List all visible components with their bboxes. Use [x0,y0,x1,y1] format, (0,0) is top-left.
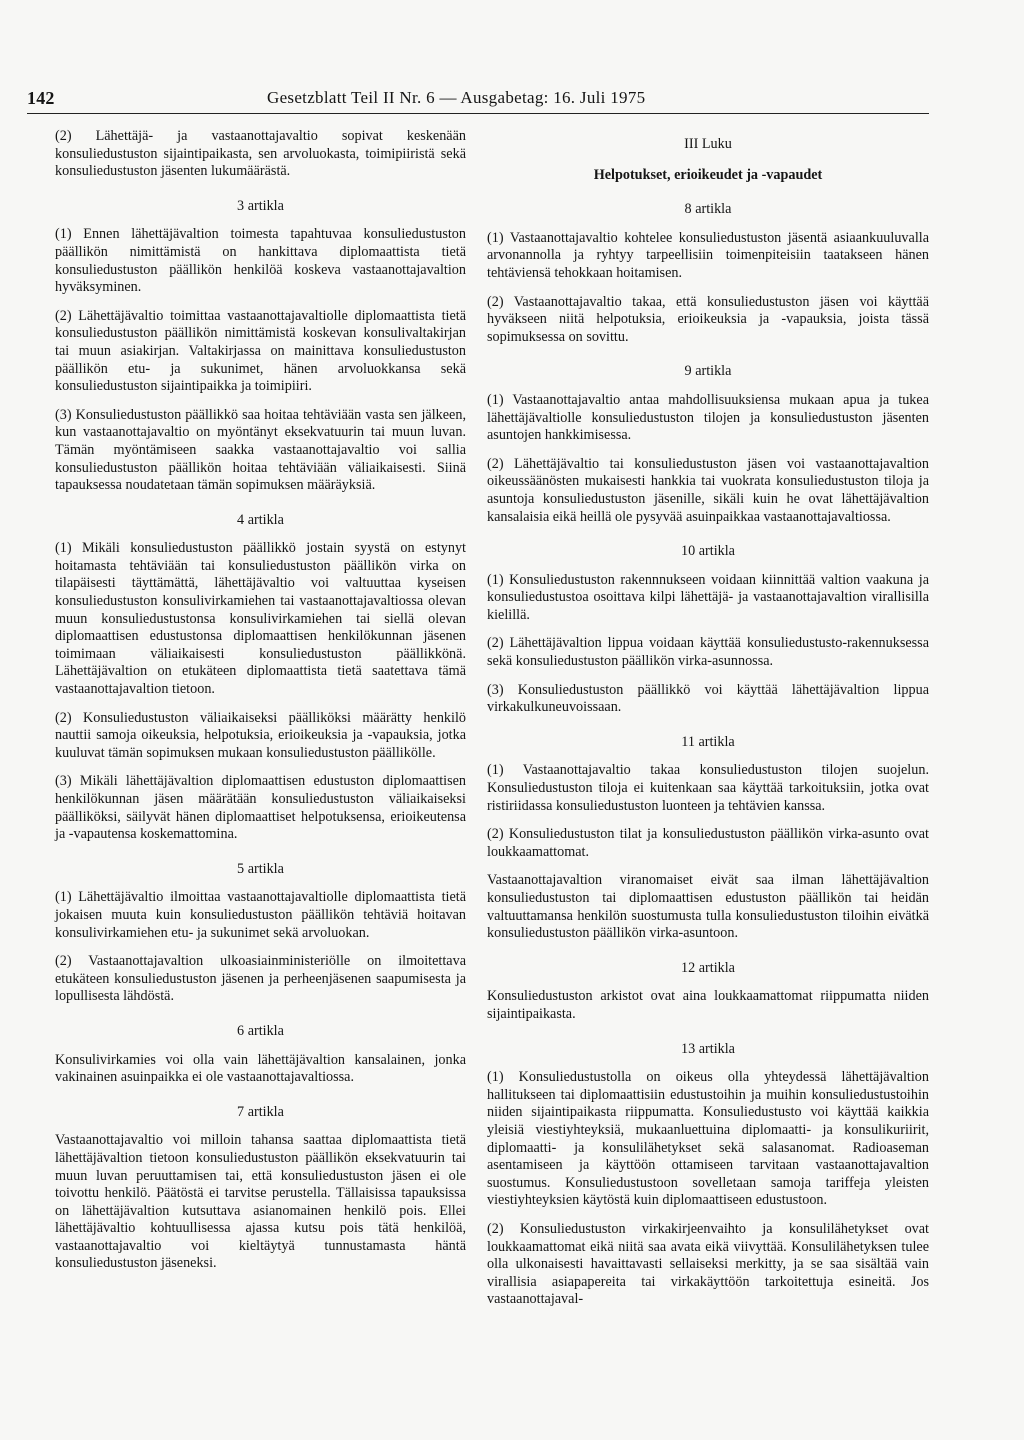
paragraph: (2) Lähettäjävaltio toimittaa vastaanottajavaltiolle diplomaattista tietä konsuliedustuston päällikön nimittämistä koskevan konsulivaltakirjan tai muun asiakirjan. Valtakirjassa on mainittava konsuliedustuston päällikön etu- ja sukunimet, hänen arvoluokkansa sekä konsuliedustuston sijaintipaikka ja toimipiiri. [55,307,466,395]
paragraph: (1) Vastaanottajavaltio antaa mahdollisuuksiensa mukaan apua ja tukea lähettäjävaltiolle konsuliedustuston tilojen ja konsuliedustuston jäsenten asuntojen hankkimisessa. [487,391,929,444]
paragraph: (1) Lähettäjävaltio ilmoittaa vastaanottajavaltiolle diplomaattista tietä jokaisen muuta kuin konsuliedustuston päällikön tehtäviä hoitavan konsulivirkamiehen etu- ja sukunimet sekä arvoluokan. [55,889,466,941]
page-number: 142 [27,88,55,108]
article-heading: 6 artikla [237,1022,284,1039]
article-heading: 9 artikla [684,363,732,380]
paragraph: (2) Konsuliedustuston väliaikaiseksi päälliköksi määrätty henkilö nauttii samoja oikeuksia, helpotuksia, erioikeuksia ja -vapauksia, jotka kuuluvat tämän sopimuksen mukaan konsuliedustuston päällikölle. [55,709,466,761]
paragraph: Vastaanottajavaltio voi milloin tahansa saattaa diplomaattista tietä lähettäjävaltion tietoon konsuliedustuston päällikön eksekvatuurin tai muun luvan peruuttamisen tai, että konsuliedustuston jäsen ei ole toivottu henkilö. Päätöstä ei tarvitse perustella. Tällaisissa tapauksissa on lähettäjävaltion kutsuttava asianomainen henkilö pois. Ellei lähettäjävaltio kohtuullisessa ajassa kutsu pois tätä henkilöä, vastaanottajavaltio voi kieltäytyä tunnustamasta häntä konsuliedustuston jäseneksi. [55,1132,466,1272]
paragraph: (1) Ennen lähettäjävaltion toimesta tapahtuvaa konsuliedustuston päällikön nimittämistä on hankittava diplomaattista tietä konsuliedustuston päällikön henkilöä koskeva vastaanottajavaltion hyväksyminen. [55,226,466,296]
article-heading: 4 artikla [237,511,284,528]
right-column [487,128,929,1320]
chapter-title: III Luku [684,136,732,152]
paragraph: (1) Vastaanottajavaltio takaa konsuliedustuston tilojen suojelun. Konsuliedustuston tiloja ei kuitenkaan saa käyttää tarkoituksiin, jotka ovat ristiriidassa konsuliedustuston luonteen ja tehtävien kanssa. [487,762,929,814]
page-header [27,88,929,114]
paragraph: Konsulivirkamies voi olla vain lähettäjävaltion kansalainen, jonka vakinainen asuinpaikka ei ole vastaanottajavaltiossa. [55,1051,466,1086]
article-heading: 10 artikla [681,543,735,560]
paragraph: Konsuliedustuston arkistot ovat aina loukkaamattomat riippumatta niiden sijaintipaikasta. [487,988,929,1022]
paragraph: (2) Lähettäjävaltion lippua voidaan käyttää konsuliedustusto-rakennuksessa sekä konsuliedustuston päällikön virka-asunnossa. [487,635,929,670]
article-heading: 12 artikla [681,959,735,976]
paragraph: (3) Konsuliedustuston päällikkö voi käyttää lähettäjävaltion lippua virkakulkuneuvoissaan. [487,681,929,716]
paragraph: (1) Konsuliedustuston rakennnukseen voidaan kiinnittää valtion vaakuna ja konsuliedustustoa osoittava kilpi lähettäjä- ja vastaanottajavaltion virallisilla kielillä. [487,571,929,623]
paragraph: (1) Vastaanottajavaltio kohtelee konsuliedustuston jäsentä asiaankuuluvalla arvonannolla ja ryhtyy tarpeellisiin toimenpiteisiin taatakseen hänen tehtäviensä tehokkaan hoitamisen. [487,229,929,281]
paragraph: (2) Konsuliedustuston tilat ja konsuliedustuston päällikön virka-asunto ovat loukkaamattomat. [487,826,929,860]
article-heading: 5 artikla [237,860,284,877]
paragraph: (3) Konsuliedustuston päällikkö saa hoitaa tehtäviään vasta sen jälkeen, kun vastaanottajavaltio on myöntänyt eksekvatuurin tai muun luvan. Tämän myöntämiseen saakka vastaanottajavaltio voi sallia konsuliedustuston päällikön hoitaa tehtäviään väliaikaisesti. Siinä tapauksessa noudatetaan tämän sopimuksen määräyksiä. [55,406,466,494]
left-column [55,128,466,1284]
paragraph: (1) Konsuliedustustolla on oikeus olla yhteydessä lähettäjävaltion hallitukseen tai diplomaattisiin edustustoihin ja muihin konsuliedustustoihin niiden sijaintipaikasta riippumatta. Konsuliedustusto voi käyttää kaikkia yleisiä viestiyhteyksiä, mukaanluettuina diplomaatti- ja konsulikuriirit, diplomaatti- ja konsulilähetykset sekä salasanomat. Radioaseman asentamiseen ja käyttöön ottamiseen tarvitaan vastaanottajavaltion suostumus. Konsuliedustustoon sovelletaan samoja tariffeja yleisten viestiyhteyksien käytöstä kuin diplomaattiseen edustustoon. [487,1069,929,1209]
paragraph: (2) Konsuliedustuston virkakirjeenvaihto ja konsulilähetykset ovat loukkaamattomat eikä niitä saa avata eikä viivyttää. Konsulilähetyksen tulee olla ulkonaisesti havaittavasti sellaiseksi merkitty, ja se saa sisältää vain virallisia asiapapereita tai virkakäyttöön tarkoitettuja esineitä. Jos vastaanottajaval- [487,1220,929,1308]
paragraph: (1) Mikäli konsuliedustuston päällikkö jostain syystä on estynyt hoitamasta tehtäviään tai konsuliedustuston päällikön virka on tilapäisesti täyttämättä, lähettäjävaltio voi valtuuttaa kyseisen konsuliedustuston konsulivirkamiehen tai vastaanottajavaltiossa olevan muun konsuliedustustonsa konsulivirkamiehen tai siellä olevan diplomaattisen edustustonsa diplomaattisen henkilökunnan jäsenen toimimaan väliaikaisesti konsuliedustuston päällikkönä. Lähettäjävaltion on etukäteen diplomaattista tietä saatettava tämä vastaanottajavaltion tietoon. [55,540,466,698]
paragraph: (3) Mikäli lähettäjävaltion diplomaattisen edustuston diplomaattisen henkilökunnan jäsen määrätään konsuliedustuston väliaikaiseksi päälliköksi, säilyvät hänen diplomaattiset helpotuksensa, erioikeutensa ja -vapautensa koskemattomina. [55,773,466,843]
paragraph: (2) Vastaanottajavaltio takaa, että konsuliedustuston jäsen voi käyttää hyväkseen niitä helpotuksia, erioikeuksia ja -vapauksia, joista tässä sopimuksessa on sovittu. [487,293,929,345]
paragraph: Vastaanottajavaltion viranomaiset eivät saa ilman lähettäjävaltion konsuliedustuston tai diplomaattisen edustuston päällikön tai heidän valtuuttamansa henkilön suostumusta tulla konsuliedustuston tiloihin eivätkä konsuliedustuston päällikön virka-asuntoon. [487,872,929,942]
article-heading: 13 artikla [681,1040,735,1057]
running-title: Gesetzblatt Teil II Nr. 6 — Ausgabetag: 16. Juli 1975 [267,88,646,107]
header-rule [27,113,929,114]
article-heading: 7 artikla [237,1103,284,1120]
article-heading: 8 artikla [684,201,732,218]
article-heading: 11 artikla [681,733,735,750]
paragraph: (2) Lähettäjä- ja vastaanottajavaltio sopivat keskenään konsuliedustuston sijaintipaikasta, sen arvoluokasta, toimipiiristä sekä konsuliedustuston jäsenten lukumäärästä. [55,128,466,180]
chapter-subtitle: Helpotukset, erioikeudet ja -vapaudet [593,166,823,183]
article-heading: 3 artikla [237,197,284,214]
paragraph: (2) Lähettäjävaltio tai konsuliedustuston jäsen voi vastaanottajavaltion oikeussäänösten mukaisesti hankkia tai vuokrata konsuliedustuston tiloja ja asuntoja konsuliedustuston jäsenille, sikäli kuin he ovat lähettäjävaltion kansalaisia eikä heillä ole pysyvää asuinpaikkaa vastaanottajavaltiossa. [487,455,929,525]
paragraph: (2) Vastaanottajavaltion ulkoasiainministeriölle on ilmoitettava etukäteen konsuliedustuston jäsenen ja perheenjäsenen saapumisesta ja lopullisesta lähdöstä. [55,953,466,1005]
